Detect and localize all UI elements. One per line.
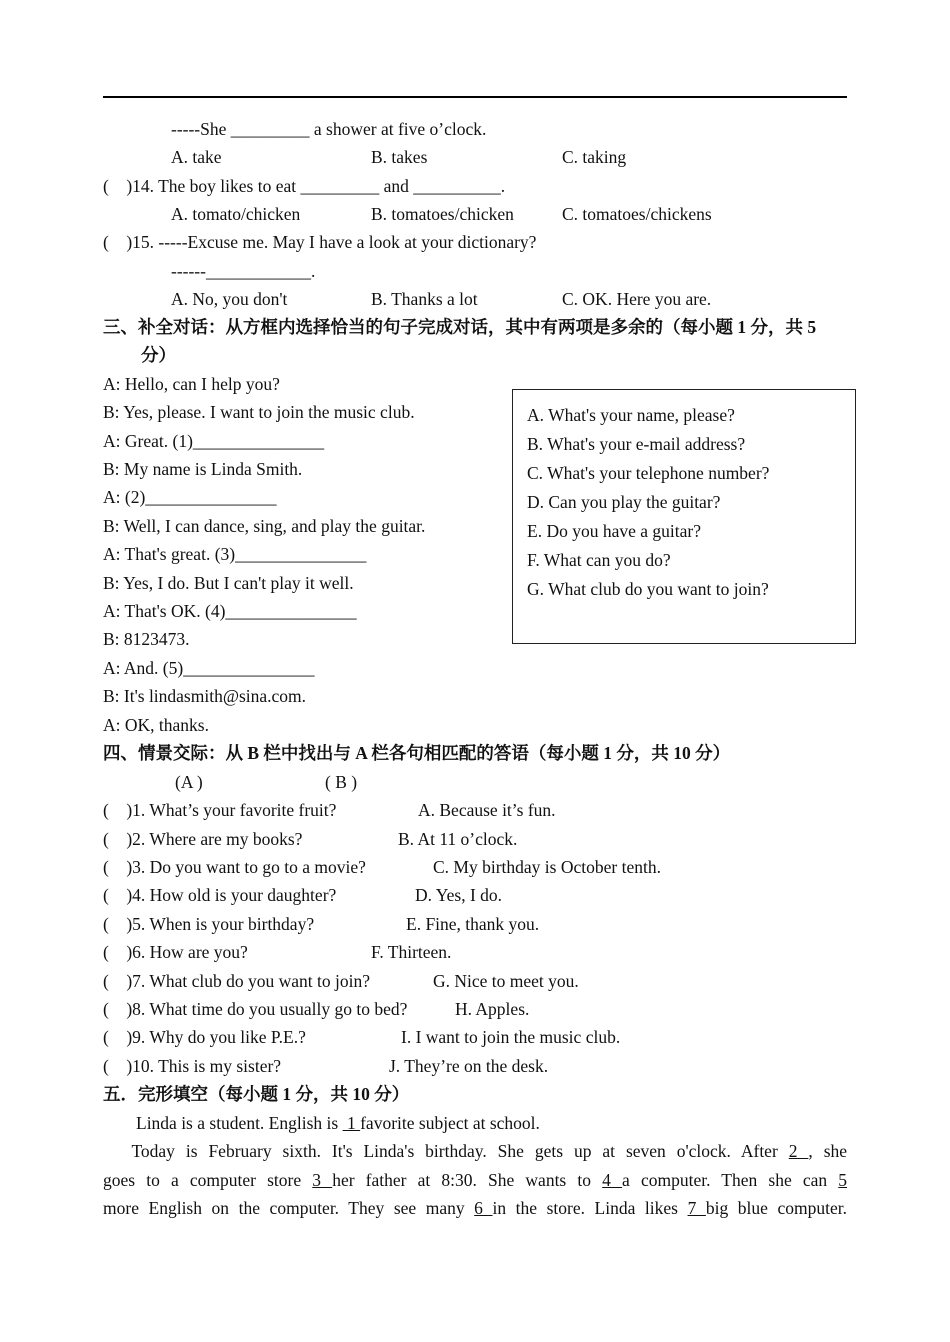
- q13-option-b: B. takes: [371, 147, 428, 167]
- match-question: ( )9. Why do you like P.E.?: [103, 1027, 306, 1047]
- box-option: C. What's your telephone number?: [527, 463, 770, 483]
- match-answer: H. Apples.: [455, 999, 530, 1019]
- q14-option-a: A. tomato/chicken: [171, 204, 301, 224]
- dialog-line: B: Well, I can dance, sing, and play the guitar.: [103, 516, 426, 536]
- q15-option-b: B. Thanks a lot: [371, 289, 478, 309]
- match-question: ( )6. How are you?: [103, 942, 248, 962]
- match-question: ( )5. When is your birthday?: [103, 914, 315, 934]
- match-question: ( )2. Where are my books?: [103, 829, 303, 849]
- dialog-line: A: And. (5)_______________: [103, 658, 315, 678]
- q15-sub: ------____________.: [171, 261, 316, 281]
- dialog-line: B: 8123473.: [103, 629, 190, 649]
- q14-stem: ( )14. The boy likes to eat _________ and __________.: [103, 176, 506, 196]
- q13-prompt: -----She _________ a shower at five o’clock.: [171, 119, 487, 139]
- dialog-line: B: Yes, please. I want to join the music club.: [103, 402, 415, 422]
- q14-option-b: B. tomatoes/chicken: [371, 204, 514, 224]
- dialog-line: A: That's great. (3)_______________: [103, 544, 367, 564]
- dialog-line: A: OK, thanks.: [103, 715, 209, 735]
- blank-6[interactable]: 6: [474, 1198, 493, 1218]
- cloze-line: more English on the computer. They see many 6 in the store. Linda likes 7 big blue computer.: [103, 1198, 847, 1218]
- match-answer: C. My birthday is October tenth.: [433, 857, 661, 877]
- dialog-line: A: Hello, can I help you?: [103, 374, 280, 394]
- dialog-line: B: Yes, I do. But I can't play it well.: [103, 573, 354, 593]
- blank-7[interactable]: 7: [687, 1198, 706, 1218]
- blank-2[interactable]: 2: [788, 1141, 809, 1161]
- match-question: ( )1. What’s your favorite fruit?: [103, 800, 337, 820]
- box-option: E. Do you have a guitar?: [527, 521, 701, 541]
- column-b-header: ( B ): [325, 772, 358, 792]
- blank-4[interactable]: 4: [602, 1170, 623, 1190]
- section3-title-cont: 分）: [141, 345, 176, 365]
- blank-5[interactable]: 5: [838, 1170, 848, 1190]
- q14-option-c: C. tomatoes/chickens: [562, 204, 712, 224]
- dialog-line: A: Great. (1)_______________: [103, 431, 325, 451]
- box-option: A. What's your name, please?: [527, 405, 735, 425]
- cloze-line: goes to a computer store 3 her father at 8:30. She wants to 4 a computer. Then she can 5: [103, 1170, 848, 1190]
- q15-stem: ( )15. -----Excuse me. May I have a look at your dictionary?: [103, 232, 537, 252]
- match-answer: I. I want to join the music club.: [401, 1027, 621, 1047]
- box-option: F. What can you do?: [527, 550, 671, 570]
- header-rule: [103, 96, 847, 98]
- box-option: B. What's your e-mail address?: [527, 434, 746, 454]
- options-box: [512, 389, 856, 644]
- blank-3[interactable]: 3: [312, 1170, 333, 1190]
- match-answer: E. Fine, thank you.: [406, 914, 540, 934]
- match-question: ( )8. What time do you usually go to bed?: [103, 999, 408, 1019]
- dialog-line: B: My name is Linda Smith.: [103, 459, 303, 479]
- column-a-header: (A ): [175, 772, 203, 792]
- match-answer: B. At 11 o’clock.: [398, 829, 518, 849]
- section5-title: 五．完形填空（每小题 1 分，共 10 分）: [103, 1084, 410, 1104]
- match-question: ( )10. This is my sister?: [103, 1056, 282, 1076]
- q13-option-c: C. taking: [562, 147, 627, 167]
- box-option: D. Can you play the guitar?: [527, 492, 721, 512]
- q15-option-c: C. OK. Here you are.: [562, 289, 712, 309]
- section4-title: 四、情景交际：从 B 栏中找出与 A 栏各句相匹配的答语（每小题 1 分，共 10 分）: [103, 743, 731, 763]
- dialog-line: B: It's lindasmith@sina.com.: [103, 686, 307, 706]
- q13-option-a: A. take: [171, 147, 222, 167]
- blank-1[interactable]: 1: [342, 1113, 361, 1133]
- cloze-line: Today is February sixth. It's Linda's birthday. She gets up at seven o'clock. After 2 , she: [131, 1141, 848, 1161]
- q15-option-a: A. No, you don't: [171, 289, 288, 309]
- match-answer: D. Yes, I do.: [415, 885, 503, 905]
- dialog-line: A: That's OK. (4)_______________: [103, 601, 357, 621]
- match-answer: G. Nice to meet you.: [433, 971, 579, 991]
- match-question: ( )7. What club do you want to join?: [103, 971, 370, 991]
- dialog-line: A: (2)_______________: [103, 487, 277, 507]
- box-option: G. What club do you want to join?: [527, 579, 769, 599]
- match-question: ( )4. How old is your daughter?: [103, 885, 337, 905]
- match-answer: F. Thirteen.: [371, 942, 452, 962]
- match-answer: A. Because it’s fun.: [418, 800, 556, 820]
- cloze-line: Linda is a student. English is 1 favorite subject at school.: [136, 1113, 540, 1133]
- section3-title: 三、补全对话：从方框内选择恰当的句子完成对话，其中有两项是多余的（每小题 1 分，共 5: [103, 317, 817, 337]
- match-question: ( )3. Do you want to go to a movie?: [103, 857, 366, 877]
- match-answer: J. They’re on the desk.: [389, 1056, 549, 1076]
